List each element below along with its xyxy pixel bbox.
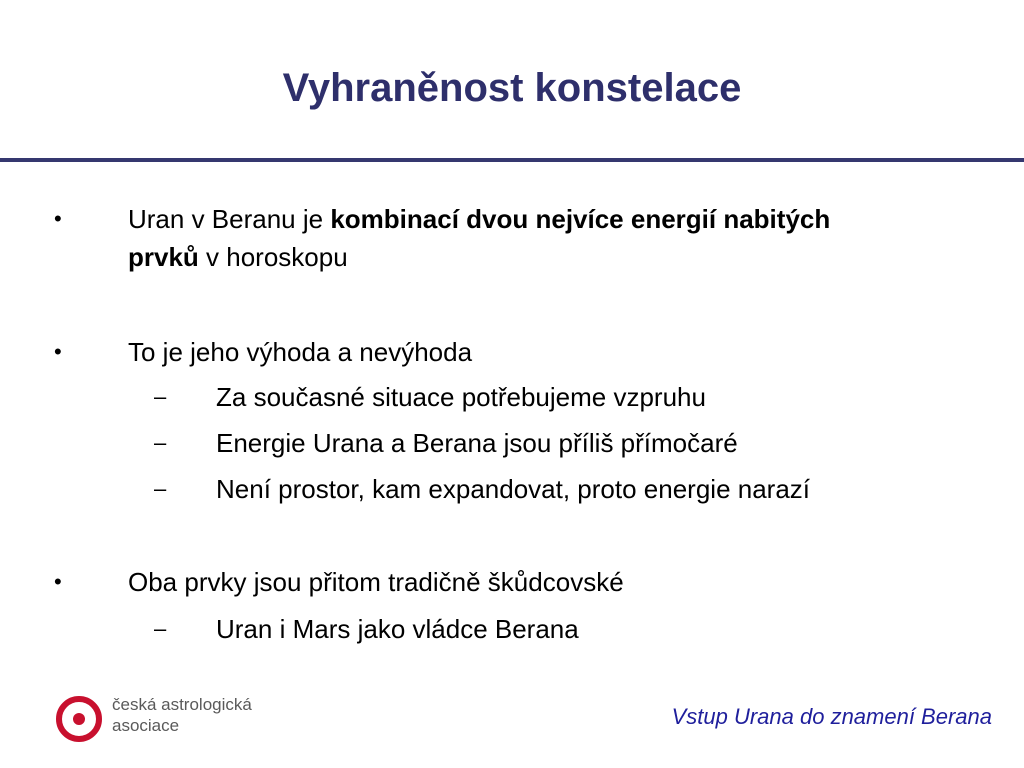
sub-bullet-text: Uran i Mars jako vládce Berana — [216, 614, 579, 644]
dash-mark: – — [154, 476, 167, 501]
sub-bullet-item — [0, 610, 1024, 650]
sub-bullet-text: Energie Urana a Berana jsou příliš přímočaré — [216, 428, 738, 458]
bullet-text-bold: kombinací dvou nejvíce energií nabitých prvků — [128, 204, 831, 272]
bullet-item — [0, 563, 1024, 603]
bullet-text — [128, 200, 888, 276]
logo-line-1: česká astrologická — [112, 695, 252, 714]
bullet-text: To je jeho výhoda a nevýhoda — [128, 337, 473, 367]
dash-mark: – — [154, 616, 167, 641]
sub-bullet-text: Za současné situace potřebujeme vzpruhu — [216, 382, 706, 412]
bullet-item — [0, 200, 1024, 280]
dash-mark: – — [154, 430, 167, 455]
bullet-dot: • — [54, 569, 62, 594]
bullet-text-part: v horoskopu — [198, 242, 348, 272]
logo — [54, 690, 264, 750]
bullet-dot: • — [54, 339, 62, 364]
dash-mark: – — [154, 384, 167, 409]
sub-bullet-text: Není prostor, kam expandovat, proto energie narazí — [216, 474, 811, 504]
sub-bullet-item — [0, 470, 1024, 510]
target-circle-icon — [54, 694, 104, 744]
slide-footer: Vstup Urana do znamení Berana — [671, 704, 992, 729]
bullet-text: Oba prvky jsou přitom tradičně škůdcovské — [128, 567, 624, 597]
bullet-dot: • — [54, 206, 62, 231]
logo-text — [112, 694, 252, 736]
sub-bullet-item — [0, 424, 1024, 464]
logo-line-2: asociace — [112, 716, 180, 735]
sub-bullet-item — [0, 378, 1024, 418]
slide-title: Vyhraněnost konstelace — [282, 66, 742, 110]
bullet-item — [0, 333, 1024, 373]
bullet-text-part: Uran v Beranu je — [128, 204, 331, 234]
